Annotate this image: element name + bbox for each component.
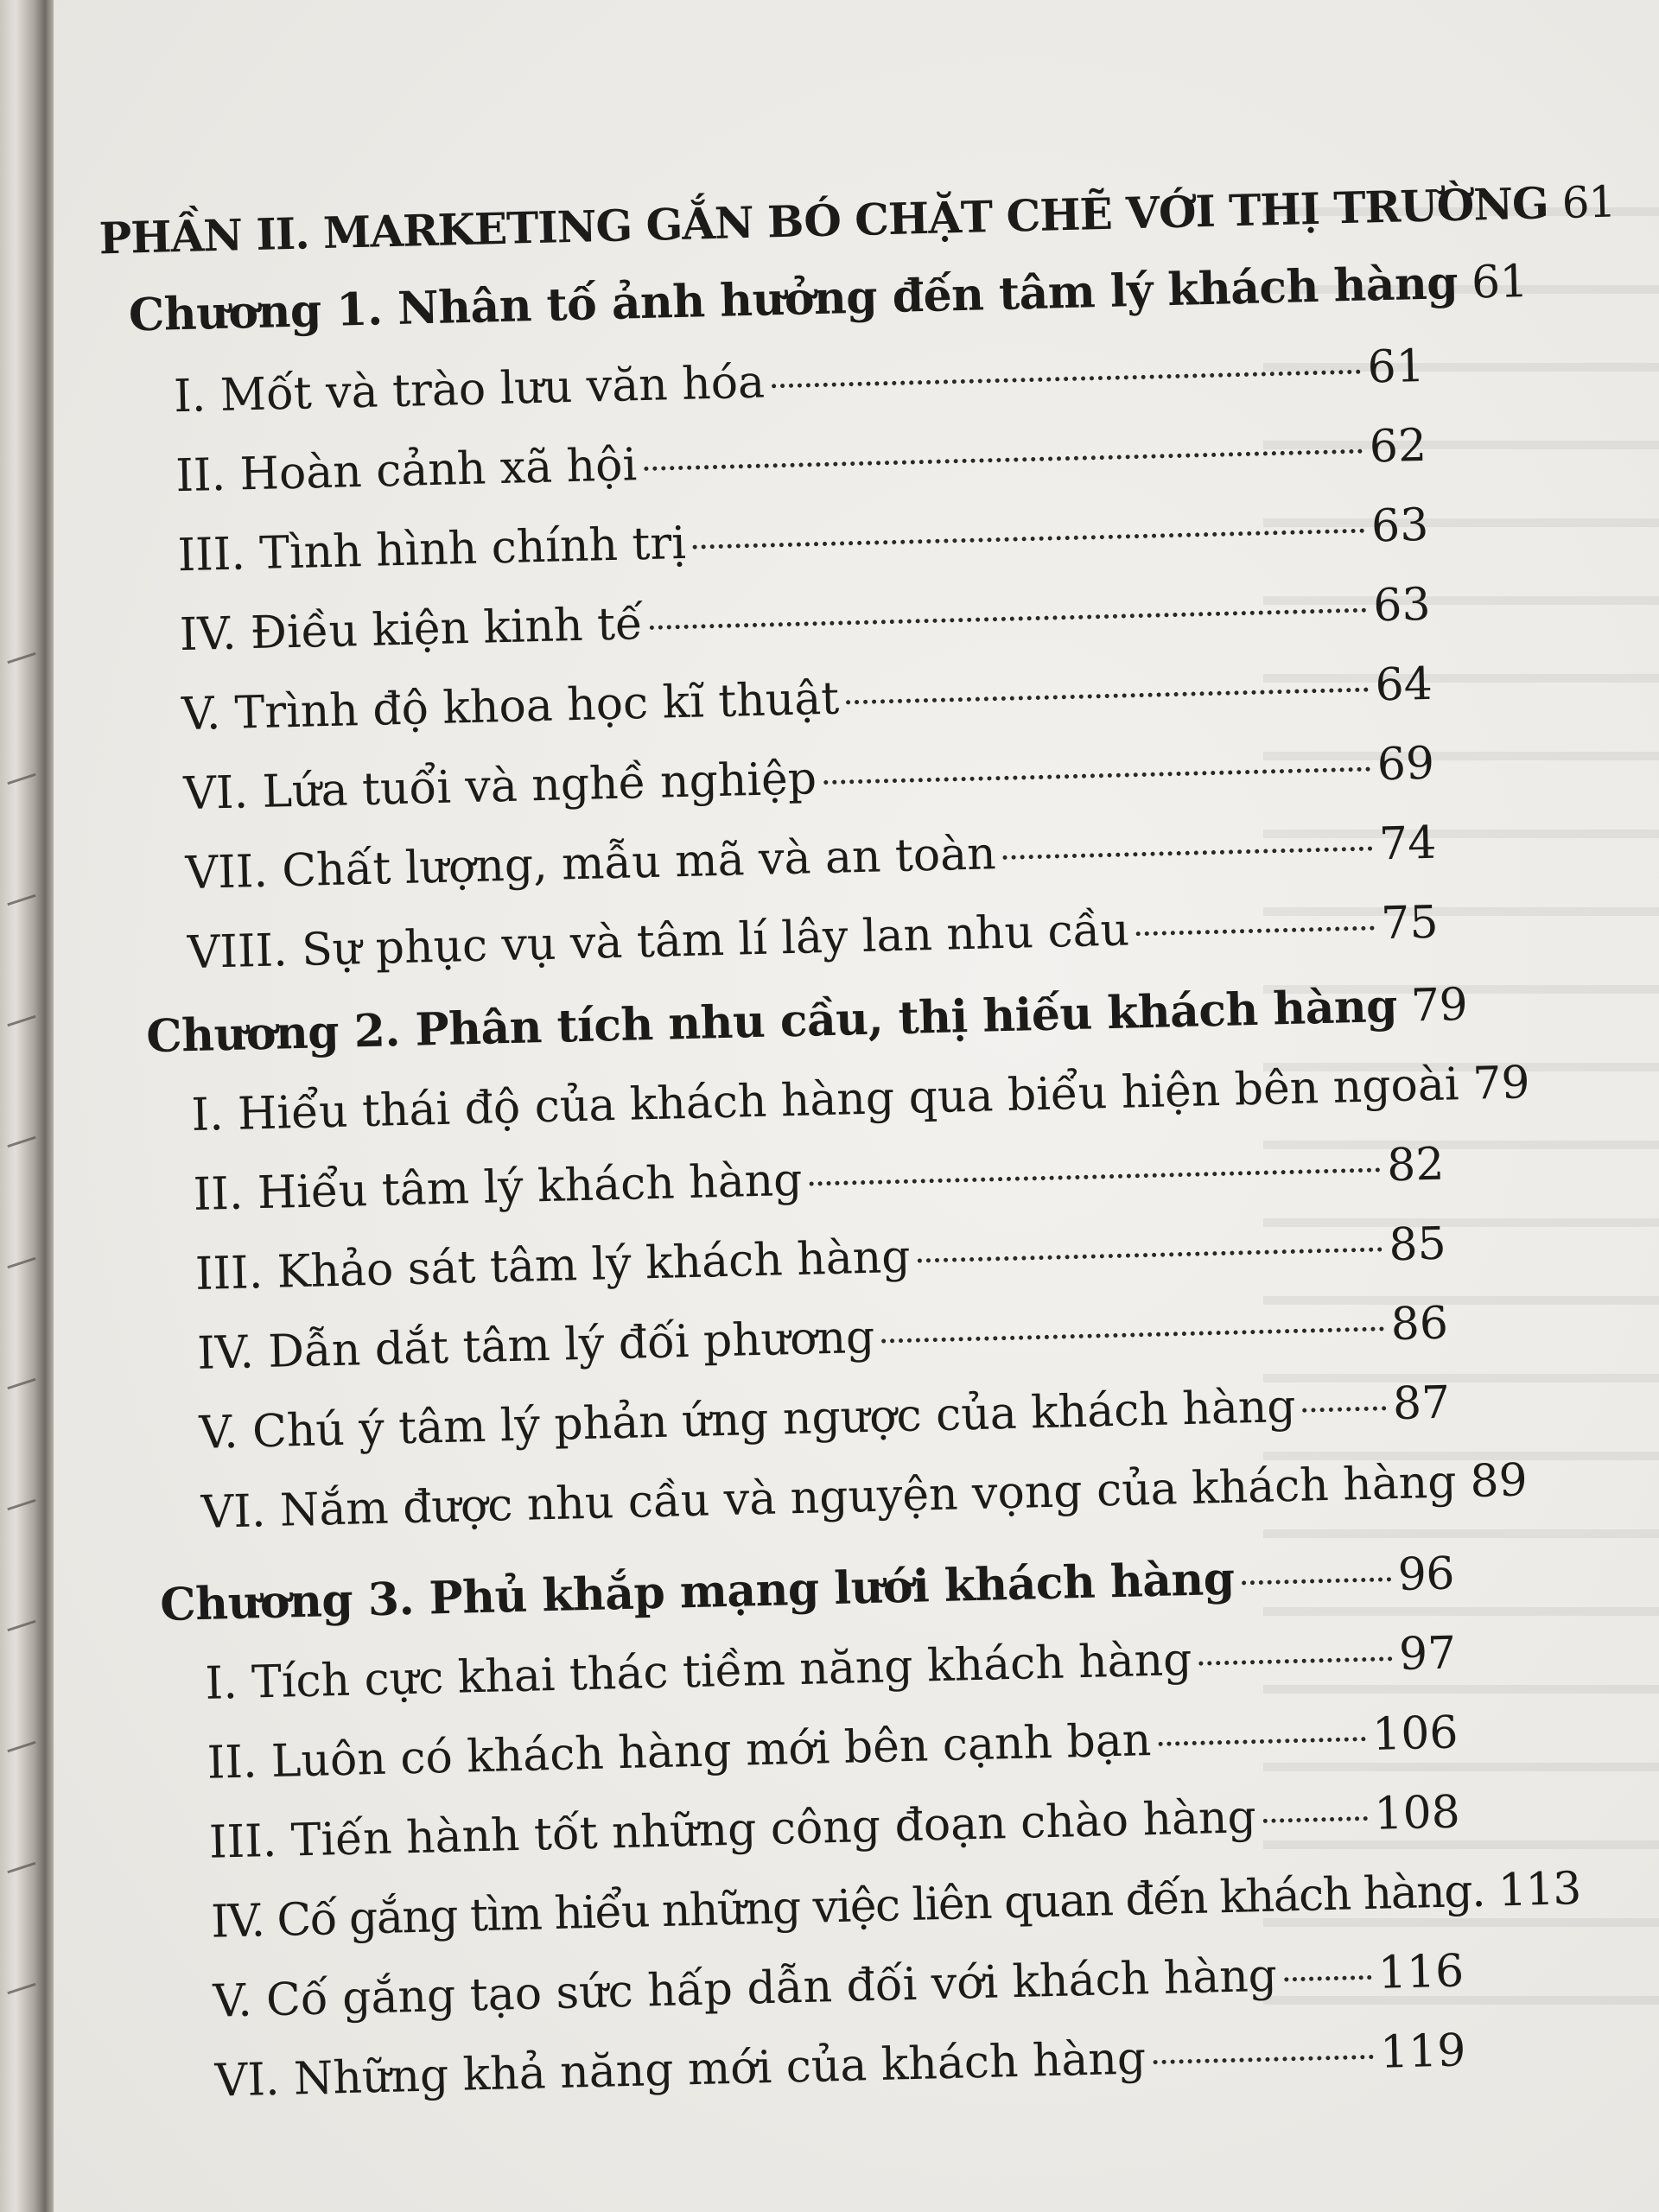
dot-leader bbox=[809, 1167, 1380, 1185]
toc-section-page: 64 bbox=[1374, 658, 1433, 712]
toc-chapter-3 bbox=[160, 1548, 1455, 1631]
toc-section-title: VIII. Sự phục vụ và tâm lí lây lan nhu cầu bbox=[187, 904, 1130, 980]
toc-section-title: VII. Chất lượng, mẫu mã và an toàn bbox=[184, 828, 997, 900]
toc-section bbox=[183, 738, 1435, 820]
toc-section bbox=[207, 1707, 1459, 1789]
toc-section bbox=[179, 579, 1431, 661]
toc-section-page: 79 bbox=[1471, 1057, 1531, 1110]
toc-section bbox=[194, 1218, 1446, 1300]
toc-section-page: 63 bbox=[1372, 578, 1432, 632]
toc-section-page: 97 bbox=[1398, 1627, 1457, 1681]
toc-section-title: III. Khảo sát tâm lý khách hàng bbox=[194, 1230, 912, 1300]
dot-leader bbox=[1153, 2055, 1373, 2064]
dot-leader bbox=[1303, 1406, 1387, 1412]
toc-section bbox=[173, 340, 1425, 423]
toc-section-title: I. Tích cực khai thác tiềm năng khách hàng bbox=[204, 1633, 1193, 1710]
toc-chapter-title: Chương 2. Phân tích nhu cầu, thị hiếu khách hàng bbox=[145, 979, 1398, 1064]
toc-section-page: 89 bbox=[1469, 1454, 1529, 1508]
toc-section-title: III. Tình hình chính trị bbox=[176, 517, 687, 582]
toc-section-title: II. Hiểu tâm lý khách hàng bbox=[193, 1154, 804, 1221]
dot-leader bbox=[846, 688, 1369, 705]
toc-section-title: IV. Điều kiện kinh tế bbox=[179, 598, 644, 662]
toc-chapter-title: Chương 1. Nhân tố ảnh hưởng đến tâm lý khách hàng bbox=[128, 256, 1459, 342]
toc-section bbox=[190, 1057, 1531, 1142]
toc-section-title: II. Hoàn cảnh xã hội bbox=[175, 439, 638, 503]
toc-section-page: 119 bbox=[1379, 2024, 1467, 2079]
toc-part-page: 61 bbox=[1560, 176, 1617, 228]
dot-leader bbox=[918, 1247, 1382, 1262]
toc-section bbox=[208, 1786, 1460, 1868]
toc-section-title: VI. Lứa tuổi và nghề nghiệp bbox=[182, 753, 817, 821]
toc-section bbox=[210, 1863, 1581, 1948]
toc-section-title: V. Chú ý tâm lý phản ứng ngược của khách hàng bbox=[198, 1380, 1297, 1459]
toc-section-page: 69 bbox=[1376, 737, 1435, 791]
toc-section-page: 116 bbox=[1377, 1945, 1465, 1999]
toc-section-title: II. Luôn có khách hàng mới bên cạnh bạn bbox=[207, 1714, 1152, 1789]
toc-section bbox=[193, 1139, 1445, 1221]
toc-chapter-1 bbox=[128, 255, 1529, 342]
toc-section-page: 82 bbox=[1386, 1138, 1446, 1192]
toc-chapter-title: Chương 3. Phủ khắp mạng lưới khách hàng bbox=[159, 1552, 1236, 1632]
dot-leader bbox=[693, 529, 1364, 550]
toc-section-page: 62 bbox=[1369, 419, 1427, 474]
toc-section-page: 113 bbox=[1497, 1863, 1581, 1917]
toc-section bbox=[197, 1298, 1449, 1380]
toc-section-page: 108 bbox=[1373, 1786, 1461, 1840]
toc-section-title: IV. Cố gắng tìm hiểu những việc liên quan đến khách hàng. bbox=[210, 1865, 1485, 1948]
toc-section bbox=[175, 420, 1427, 502]
toc-section bbox=[187, 897, 1439, 979]
dot-leader bbox=[823, 767, 1370, 785]
toc-section-title: VI. Nắm được nhu cầu và nguyện vọng của khách hàng bbox=[200, 1456, 1458, 1539]
toc-section-title: I. Mốt và trào lưu văn hóa bbox=[173, 356, 766, 423]
toc-chapter-page: 96 bbox=[1397, 1548, 1455, 1602]
dot-leader bbox=[1242, 1577, 1391, 1585]
toc-section-page: 75 bbox=[1380, 896, 1440, 950]
toc-section-page: 85 bbox=[1388, 1217, 1447, 1272]
toc-section-page: 87 bbox=[1392, 1376, 1451, 1431]
dot-leader bbox=[881, 1326, 1384, 1343]
toc-section-title: I. Hiểu thái độ của khách hàng qua biểu hiện bên ngoài bbox=[190, 1058, 1460, 1142]
dot-leader bbox=[1263, 1816, 1368, 1823]
toc-section-title: V. Cố gắng tạo sức hấp dẫn đối với khách hàng bbox=[212, 1949, 1278, 2028]
toc-section-title: VI. Những khả năng mới của khách hàng bbox=[214, 2032, 1147, 2107]
toc-section-title: V. Trình độ khoa học kĩ thuật bbox=[181, 672, 840, 741]
dot-leader bbox=[1003, 847, 1373, 860]
dot-leader bbox=[772, 370, 1361, 389]
toc-section bbox=[214, 2024, 1466, 2107]
toc-section bbox=[177, 499, 1429, 582]
toc-part-heading bbox=[98, 176, 1617, 264]
dot-leader bbox=[1136, 926, 1375, 937]
toc-section bbox=[200, 1454, 1529, 1539]
toc-chapter-2 bbox=[145, 978, 1468, 1064]
toc-section-page: 61 bbox=[1366, 340, 1426, 394]
toc-section-page: 86 bbox=[1389, 1297, 1449, 1351]
dot-leader bbox=[650, 608, 1367, 630]
dot-leader bbox=[644, 449, 1363, 471]
dot-leader bbox=[1158, 1737, 1365, 1746]
toc-section-page: 106 bbox=[1371, 1707, 1459, 1761]
toc-part-title: PHẦN II. MARKETING GẮN BÓ CHẶT CHẼ VỚI THỊ TRƯỜNG bbox=[98, 177, 1549, 264]
toc-section-page: 63 bbox=[1370, 499, 1430, 553]
toc-section bbox=[185, 817, 1437, 899]
toc-section-title: IV. Dẫn dắt tâm lý đối phương bbox=[196, 1311, 876, 1380]
dot-leader bbox=[1198, 1656, 1392, 1665]
toc-section bbox=[181, 658, 1433, 741]
toc-section bbox=[205, 1627, 1457, 1709]
dot-leader bbox=[1284, 1975, 1371, 1981]
toc-chapter-page: 61 bbox=[1471, 255, 1529, 309]
toc-section bbox=[199, 1377, 1451, 1459]
toc-section bbox=[213, 1945, 1465, 2027]
toc-chapter-page: 79 bbox=[1410, 978, 1468, 1033]
toc-section-title: III. Tiến hành tốt những công đoạn chào hàng bbox=[208, 1791, 1257, 1869]
toc-section-page: 74 bbox=[1378, 817, 1438, 871]
